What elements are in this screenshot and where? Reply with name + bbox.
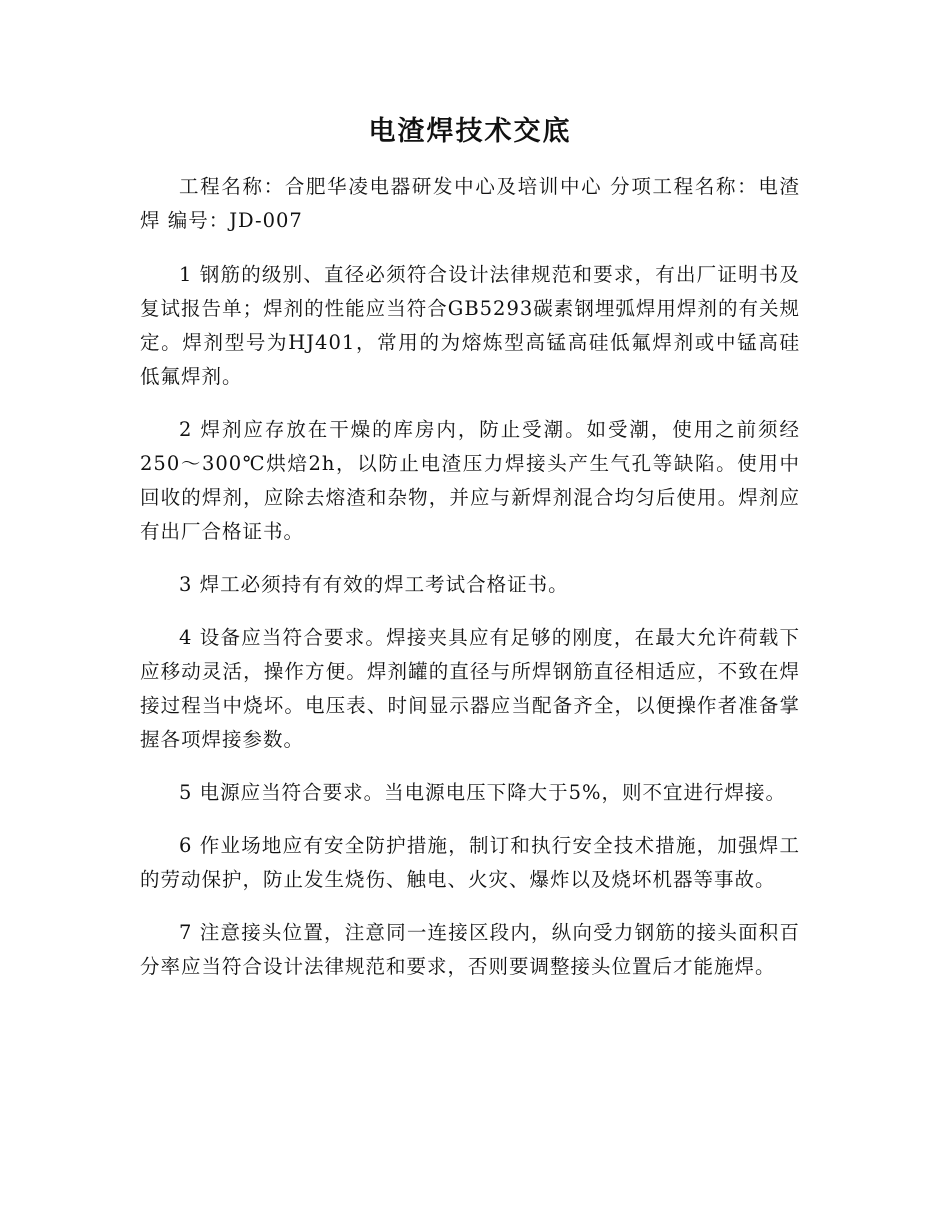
paragraph-7: 7 注意接头位置，注意同一连接区段内，纵向受力钢筋的接头面积百分率应当符合设计法律规范和要求，否则要调整接头位置后才能施焊。 (140, 921, 800, 978)
paragraph-1: 1 钢筋的级别、直径必须符合设计法律规范和要求，有出厂证明书及复试报告单；焊剂的性能应当符合GB5293碳素钢埋弧焊用焊剂的有关规定。焊剂型号为HJ401，常用的为熔炼型高锰高硅低氟焊剂或中锰高硅低氟焊剂。 (140, 263, 800, 388)
paragraph-3: 3 焊工必须持有有效的焊工考试合格证书。 (179, 573, 569, 596)
document-page (140, 112, 800, 1003)
paragraph-2: 2 焊剂应存放在干燥的库房内，防止受潮。如受潮，使用之前须经250～300℃烘焙2h，以防止电渣压力焊接头产生气孔等缺陷。使用中回收的焊剂，应除去熔渣和杂物，并应与新焊剂混合均匀后使用。焊剂应有出厂合格证书。 (140, 418, 800, 543)
paragraph-6: 6 作业场地应有安全防护措施，制订和执行安全技术措施，加强焊工的劳动保护，防止发生烧伤、触电、火灾、爆炸以及烧坏机器等事故。 (140, 834, 800, 891)
paragraph-5: 5 电源应当符合要求。当电源电压下降大于5%，则不宜进行焊接。 (179, 781, 787, 804)
project-info-line: 工程名称：合肥华凌电器研发中心及培训中心 分项工程名称：电渣焊 编号：JD-007 (140, 175, 800, 232)
document-title: 电渣焊技术交底 (368, 116, 572, 147)
paragraph-4: 4 设备应当符合要求。焊接夹具应有足够的刚度，在最大允许荷载下应移动灵活，操作方便。焊剂罐的直径与所焊钢筋直径相适应，不致在焊接过程当中烧坏。电压表、时间显示器应当配备齐全，以便操作者准备掌握各项焊接参数。 (140, 626, 800, 751)
